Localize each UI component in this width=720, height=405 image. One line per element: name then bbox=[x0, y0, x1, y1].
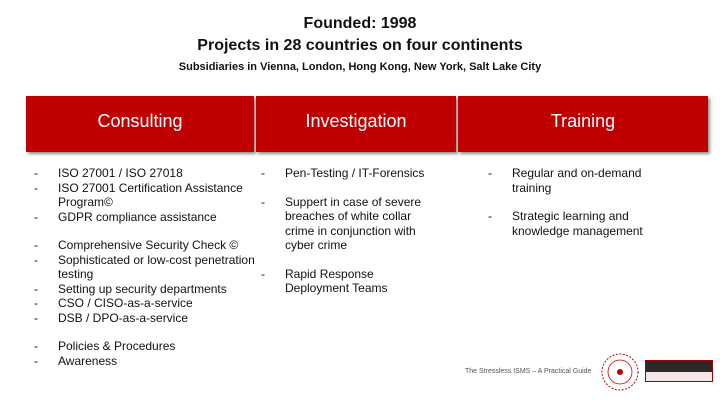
consulting-heading: Consulting bbox=[97, 110, 183, 131]
headline-founded: Founded: 1998 bbox=[303, 15, 417, 32]
list-item: - CSO / CISO-as-a-service bbox=[32, 296, 260, 311]
consulting-list bbox=[32, 166, 260, 368]
list-item: - Regular and on-demand training bbox=[486, 166, 676, 195]
brand-logo-icon bbox=[645, 360, 713, 382]
investigation-heading-box bbox=[256, 96, 456, 152]
headline-projects: Projects in 28 countries on four continents bbox=[197, 37, 523, 54]
consulting-heading-box bbox=[26, 96, 254, 152]
list-item: - Policies & Procedures bbox=[32, 339, 260, 354]
list-item: - Pen-Testing / IT-Forensics bbox=[259, 166, 439, 181]
investigation-list bbox=[259, 166, 439, 296]
list-item: - Strategic learning and knowledge management bbox=[486, 209, 676, 238]
list-item: - ISO 27001 / ISO 27018 bbox=[32, 166, 260, 181]
seal-logo-icon bbox=[600, 352, 640, 392]
list-item: - ISO 27001 Certification Assistance Program© bbox=[32, 181, 260, 210]
list-item: - Sophisticated or low-cost penetration testing bbox=[32, 253, 260, 282]
list-item: - Awareness bbox=[32, 354, 260, 369]
list-item: - Rapid Response Deployment Teams bbox=[259, 267, 439, 296]
training-heading-box bbox=[458, 96, 708, 152]
list-item: - GDPR compliance assistance bbox=[32, 210, 260, 225]
list-item: - Comprehensive Security Check © bbox=[32, 238, 260, 253]
footer-tagline: The Stressless ISMS – A Practical Guide bbox=[465, 368, 592, 375]
investigation-heading: Investigation bbox=[305, 110, 407, 131]
headline-subsidiaries: Subsidiaries in Vienna, London, Hong Kong, New York, Salt Lake City bbox=[178, 61, 542, 73]
list-item: - Setting up security departments bbox=[32, 282, 260, 297]
training-list bbox=[486, 166, 676, 238]
training-heading: Training bbox=[550, 110, 616, 131]
list-item: - DSB / DPO-as-a-service bbox=[32, 311, 260, 326]
list-item: - Suppert in case of severe breaches of white collar crime in conjunction with cyber crime bbox=[259, 195, 439, 253]
